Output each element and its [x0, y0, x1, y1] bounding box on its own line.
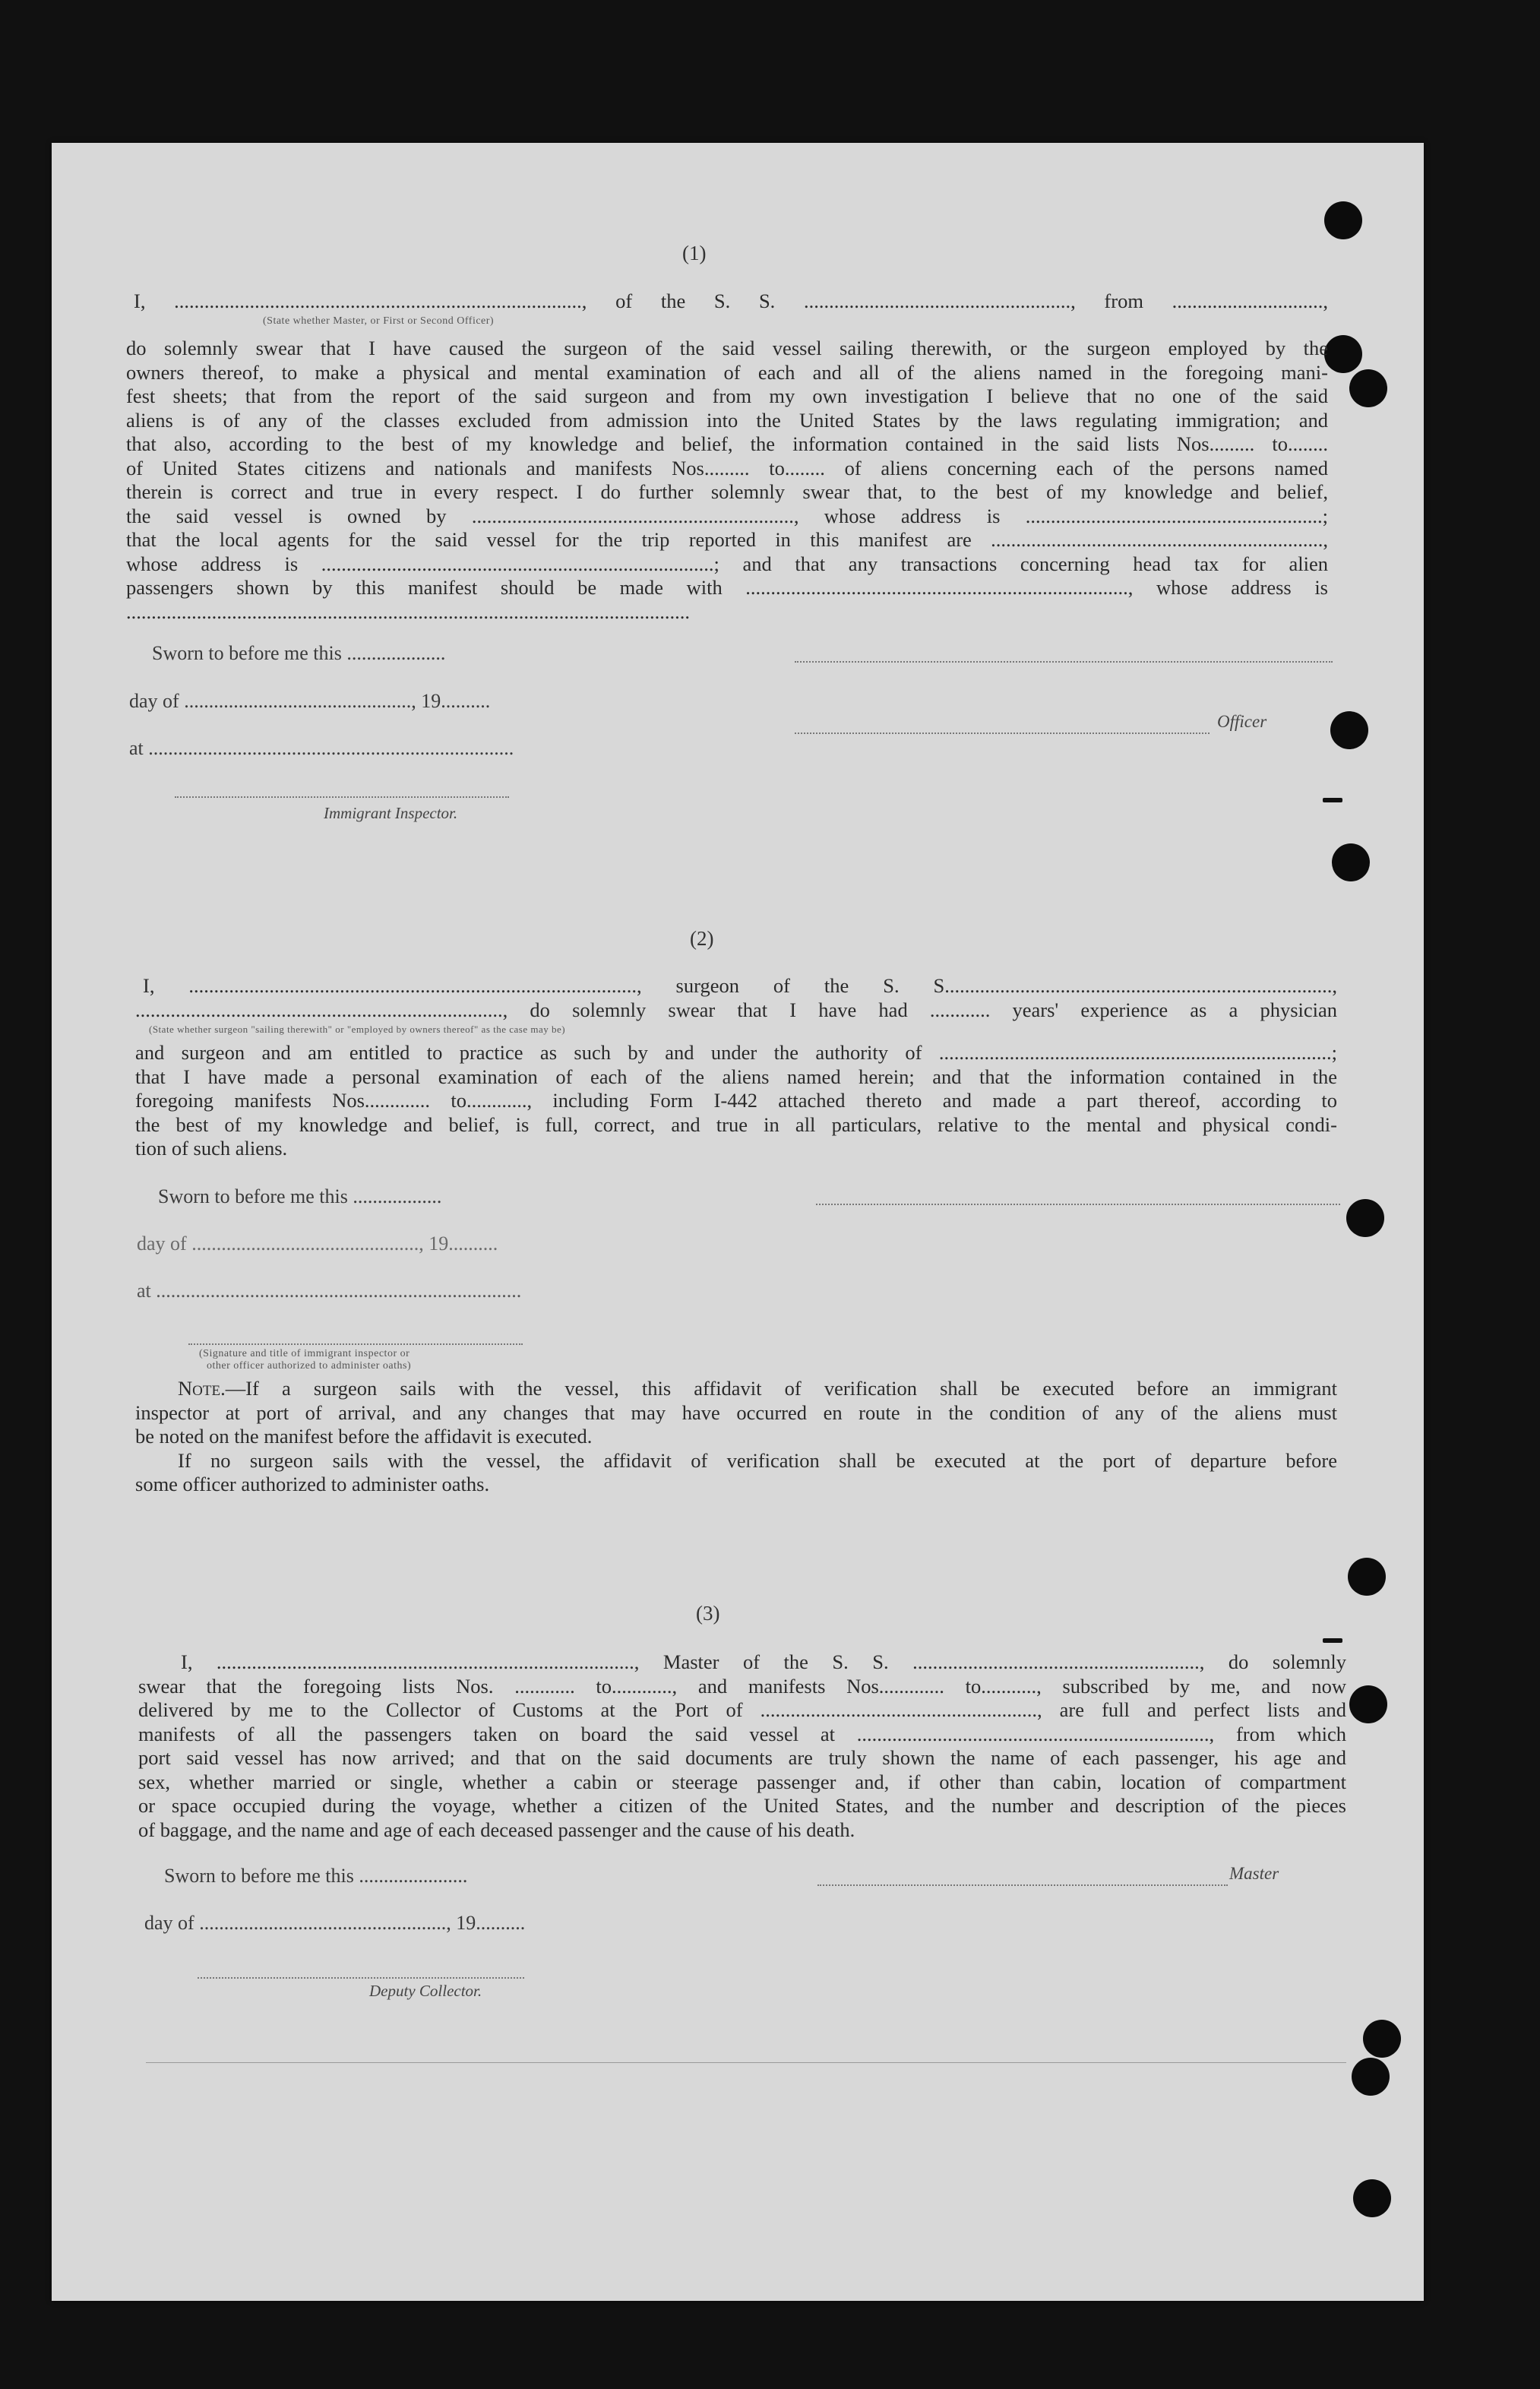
day-line: day of .............................................., 19.......... [129, 690, 491, 712]
text-line: the best of my knowledge and belief, is full, correct, and true in all particulars, relative to the mental and physical condi- [135, 1112, 1337, 1136]
signature-line [816, 1204, 1340, 1205]
section-1-officer-note: (State whether Master, or First or Second Officer) [263, 315, 495, 327]
text-line: I, ........................................................................................., surgeon of the S. S............................................................................., [143, 974, 1337, 997]
signature-note-1: (Signature and title of immigrant inspector or [199, 1348, 410, 1359]
text-line: sex, whether married or single, whether a cabin or steerage passenger and, if other than cabin, location of compartment [138, 1770, 1346, 1793]
text-line: do solemnly swear that I have caused the surgeon of the said vessel sailing therewith, or the surgeon employed by the [126, 337, 1328, 359]
text-line: or space occupied during the voyage, whether a citizen of the United States, and the number and description of the pieces [138, 1794, 1346, 1817]
sworn-line: Sworn to before me this .................... [152, 642, 446, 664]
edge-mark [1323, 798, 1342, 802]
text-line: inspector at port of arrival, and any changes that may have occurred en route in the condition of any of the aliens must [135, 1400, 1337, 1424]
punch-hole [1349, 369, 1387, 407]
signature-note-2: other officer authorized to administer oaths) [207, 1360, 412, 1372]
punch-hole [1349, 1685, 1387, 1723]
inspector-signature-line [175, 796, 509, 798]
text-line: passengers shown by this manifest should be made with ............................................................................, whose address is [126, 576, 1328, 599]
punch-hole [1363, 2020, 1401, 2058]
text-line: therein is correct and true in every respect. I do further solemnly swear that, to the best of my knowledge and belief, [126, 480, 1328, 503]
sworn-line: Sworn to before me this ...................... [164, 1865, 468, 1887]
text-line: of United States citizens and nationals and manifests Nos......... to........ of aliens concerning each of the persons named [126, 456, 1328, 479]
signature-line [795, 661, 1333, 663]
punch-hole [1348, 1558, 1386, 1596]
text-line: delivered by me to the Collector of Customs at the Port of ......................................................., are full and perfect lists and [138, 1698, 1346, 1721]
section-2-first-lines [135, 974, 1337, 1022]
text-line: whose address is ..............................................................................; and that any transactions concerning head tax for alien [126, 552, 1328, 575]
section-3-body [138, 1650, 1346, 1842]
text-line: that I have made a personal examination of each of the aliens named herein; and that the information contained in the [135, 1065, 1337, 1088]
edge-mark [1323, 1638, 1342, 1643]
text-line: port said vessel has now arrived; and that on the said documents are truly shown the name of each passenger, his age and [138, 1746, 1346, 1769]
section-2-number: (2) [690, 927, 714, 950]
text-line: and surgeon and am entitled to practice as such by and under the authority of ..............................................................................; [135, 1041, 1337, 1064]
section-1-body [126, 337, 1328, 624]
text-line: that the local agents for the said vessel for the trip reported in this manifest are .................................................................., [126, 528, 1328, 551]
text-line: owners thereof, to make a physical and mental examination of each and all of the aliens named in the foregoing mani- [126, 360, 1328, 384]
day-line: day of .............................................., 19.......... [137, 1232, 498, 1255]
text-line: that also, according to the best of my knowledge and belief, the information contained in the said lists Nos......... to........ [126, 432, 1328, 455]
text-line: manifests of all the passengers taken on board the said vessel at ......................................................................, from which [138, 1722, 1346, 1745]
text-line: the said vessel is owned by ................................................................, whose address is ...........................................................; [126, 504, 1328, 527]
note-text: —If a surgeon sails with the vessel, this affidavit of verification shall be executed before an immigrant [225, 1377, 1337, 1400]
section-2-surgeon-note: (State whether surgeon "sailing therewith" or "employed by owners thereof" as the case may be) [149, 1024, 566, 1035]
deputy-collector-label: Deputy Collector. [369, 1982, 482, 2000]
text-line: fest sheets; that from the report of the said surgeon and from my own investigation I believe that no one of the said [126, 384, 1328, 407]
text-line: some officer authorized to administer oaths. [135, 1473, 490, 1495]
text-line: be noted on the manifest before the affidavit is executed. [135, 1425, 593, 1448]
section-1-number: (1) [682, 242, 707, 264]
text-line: ................................................................................................................ [126, 600, 690, 623]
section-2-note [135, 1377, 1337, 1497]
day-line: day of .................................................., 19.......... [144, 1912, 526, 1934]
sworn-line: Sworn to before me this .................. [158, 1185, 442, 1207]
at-line: at .......................................................................... [137, 1280, 522, 1302]
text-line: ........................................................................., do solemnly swear that I have had ............ years' experience as a physician [135, 998, 1337, 1021]
text-line: I, ................................................................................., of the S. S. ....................................................., from .............................., [134, 290, 1328, 312]
punch-hole [1353, 2179, 1391, 2217]
master-signature-line [817, 1884, 1228, 1886]
text-line: of baggage, and the name and age of each deceased passenger and the cause of his death. [138, 1818, 855, 1841]
section-1-first-line [134, 290, 1328, 314]
deputy-signature-line [198, 1977, 524, 1979]
at-line: at .......................................................................... [129, 737, 514, 759]
text-line: foregoing manifests Nos............. to............, including Form I-442 attached thereto and made a part thereof, according to [135, 1089, 1337, 1112]
punch-hole [1330, 711, 1368, 749]
text-line: swear that the foregoing lists Nos. ............ to............, and manifests Nos............. to..........., subscribed by me, and now [138, 1674, 1346, 1698]
punch-hole [1352, 2058, 1390, 2096]
punch-hole [1324, 201, 1362, 239]
text-line: If no surgeon sails with the vessel, the affidavit of verification shall be executed at the port of departure before [178, 1448, 1337, 1472]
officer-label: Officer [1217, 712, 1267, 731]
punch-hole [1346, 1199, 1384, 1237]
punch-hole [1332, 843, 1370, 881]
master-label: Master [1229, 1864, 1279, 1883]
text-line [135, 1377, 1337, 1401]
punch-hole [1324, 335, 1362, 373]
note-label: Note. [178, 1377, 226, 1400]
text-line: aliens is of any of the classes excluded from admission into the United States by the laws regulating immigration; and [126, 408, 1328, 432]
text-line: I, ..................................................................................., Master of the S. S. ........................................................., do solemnly [181, 1650, 1346, 1673]
form-page [52, 143, 1424, 2301]
text-line: tion of such aliens. [135, 1137, 288, 1160]
officer-signature-line [795, 733, 1210, 734]
inspector-signature-line [188, 1343, 523, 1345]
bottom-rule [146, 2062, 1346, 2063]
section-3-number: (3) [696, 1602, 720, 1625]
inspector-label: Immigrant Inspector. [324, 804, 458, 822]
section-2-body [135, 1041, 1337, 1161]
